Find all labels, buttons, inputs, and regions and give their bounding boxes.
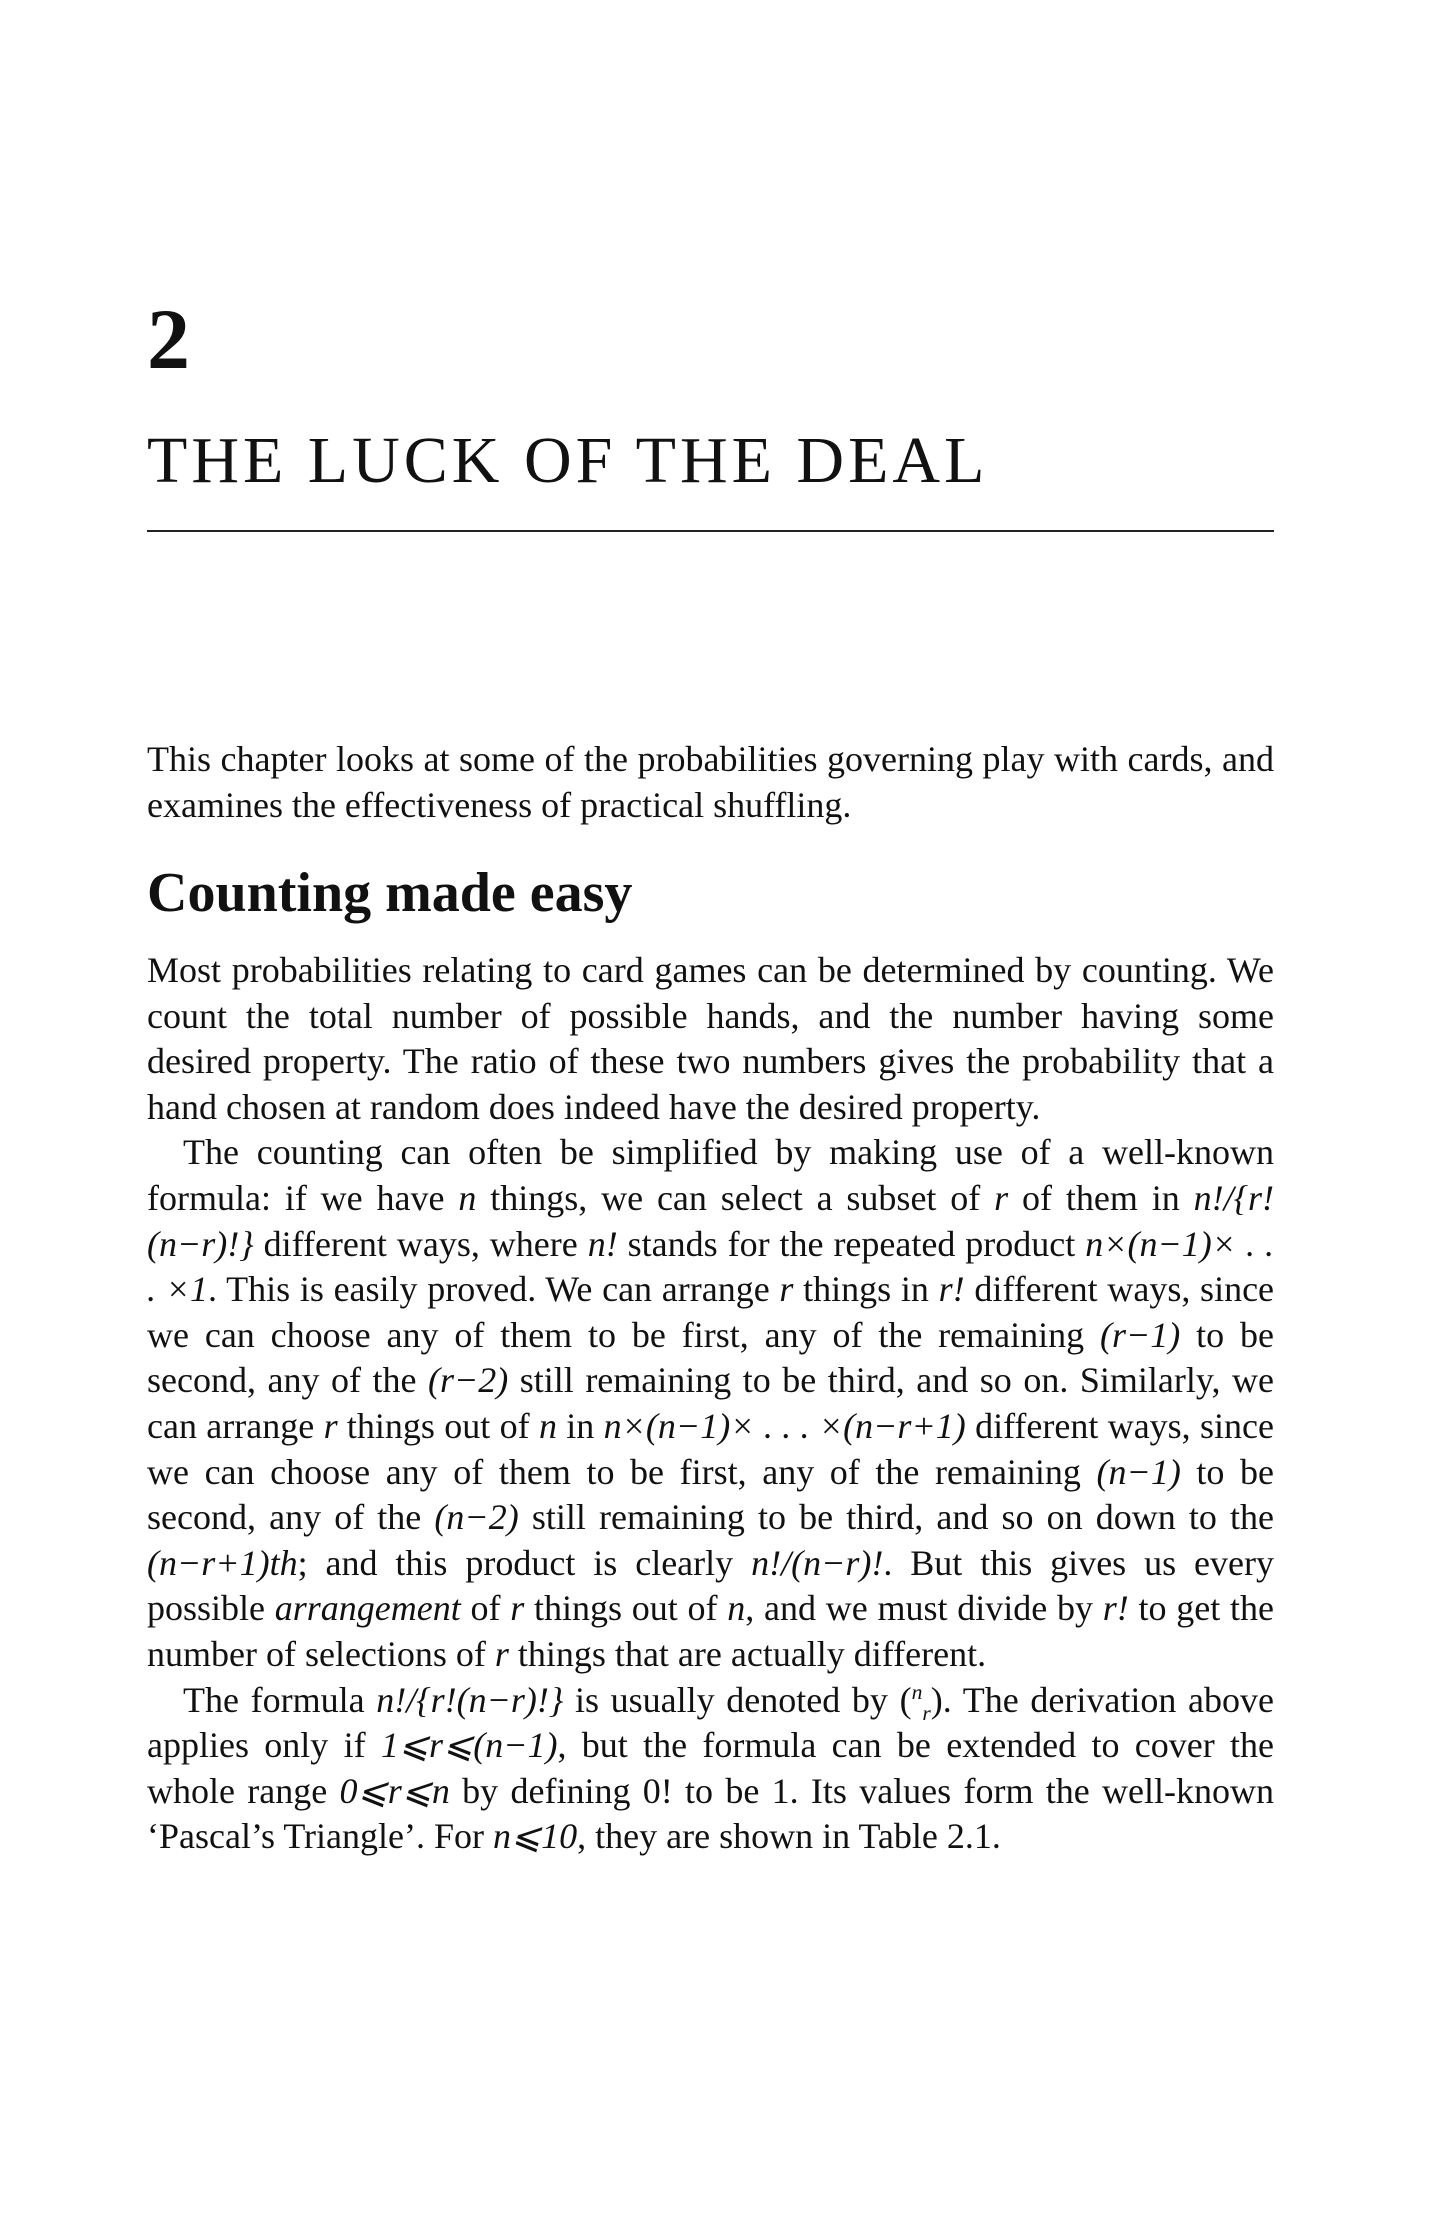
math-formula: (n−2) (434, 1497, 519, 1538)
math-formula: n!/{r!(n−r)!} (147, 1177, 1274, 1264)
title-divider (147, 530, 1274, 532)
math-formula: n×(n−1)× . . . ×(n−r+1) (603, 1405, 966, 1446)
math-formula: 1⩽r⩽(n−1) (380, 1725, 558, 1766)
math-var: n (458, 1177, 477, 1218)
math-var: n (727, 1588, 746, 1629)
binomial-notation: ($^n_r$) (899, 1679, 943, 1725)
math-formula: r! (1102, 1588, 1129, 1629)
math-formula: n×(n−1)× . . . ×1 (147, 1223, 1274, 1310)
paragraph-2: The counting can often be simplified by making use of a well-known formula: if we have n things, we can select a subset of r of them in n!/{r!(n−r)!} different ways, where n! stands for the repeated product n×(n−1)× . . . ×1. This is easily proved. We can arrange r things in r! different ways, since we can choose any of them to be first, any of the remaining (r−1) to be second, any of the (r−2) still remaining to be third, and so on. Similarly, we can arrange r things out of n in n×(n−1)× . . . ×(n−r+1) different ways, since we can choose any of them to be first, any of the remaining (n−1) to be second, any of the (n−2) still remaining to be third, and so on down to the (n−r+1)th; and this product is clearly n!/(n−r)!. But this gives us every possible arrangement of r things out of n, and we must divide by r! to get the number of selections of r things that are actually different. (147, 1132, 1275, 1674)
math-formula: n⩽10 (493, 1816, 578, 1857)
emphasis: arrangement (274, 1588, 461, 1629)
math-var: r (510, 1588, 525, 1629)
math-formula: (n−1) (1096, 1451, 1181, 1492)
math-formula: (r−2) (427, 1360, 509, 1401)
paragraph-3: The formula n!/{r!(n−r)!} is usually denoted by ($^n_r$). The derivation above applies only if 1⩽r⩽(n−1), but the formula can be extended to cover the whole range 0⩽r⩽n by defining 0! to be 1. Its values form the well-known ‘Pascal’s Triangle’. For n⩽10, they are shown in Table 2.1. (147, 1679, 1274, 1857)
section-heading: Counting made easy (147, 862, 633, 924)
math-formula: r! (938, 1269, 965, 1310)
math-formula: (r−1) (1100, 1314, 1181, 1355)
chapter-number: 2 (147, 291, 190, 387)
math-var: r (323, 1405, 338, 1446)
section-body (147, 948, 1274, 1860)
paragraph-1: Most probabilities relating to card games can be determined by counting. We count the total number of possible hands, and the number having some desired property. The ratio of these two numbers gives the probability that a hand chosen at random does indeed have the desired property. (147, 950, 1274, 1127)
math-formula: (n−r+1)th (147, 1542, 298, 1583)
math-var: r (779, 1269, 794, 1310)
chapter-title: THE LUCK OF THE DEAL (147, 424, 989, 497)
math-formula: n! (587, 1223, 618, 1264)
math-var: n (538, 1405, 557, 1446)
math-var: r (494, 1633, 509, 1674)
math-var: r (994, 1177, 1009, 1218)
math-formula: n!/{r!(n−r)!} (376, 1679, 564, 1720)
math-formula: n!/(n−r)! (751, 1542, 884, 1583)
chapter-intro: This chapter looks at some of the probabilities governing play with cards, and examines the effectiveness of practical shuffling. (147, 739, 1274, 825)
math-formula: 0⩽r⩽n (339, 1770, 450, 1811)
